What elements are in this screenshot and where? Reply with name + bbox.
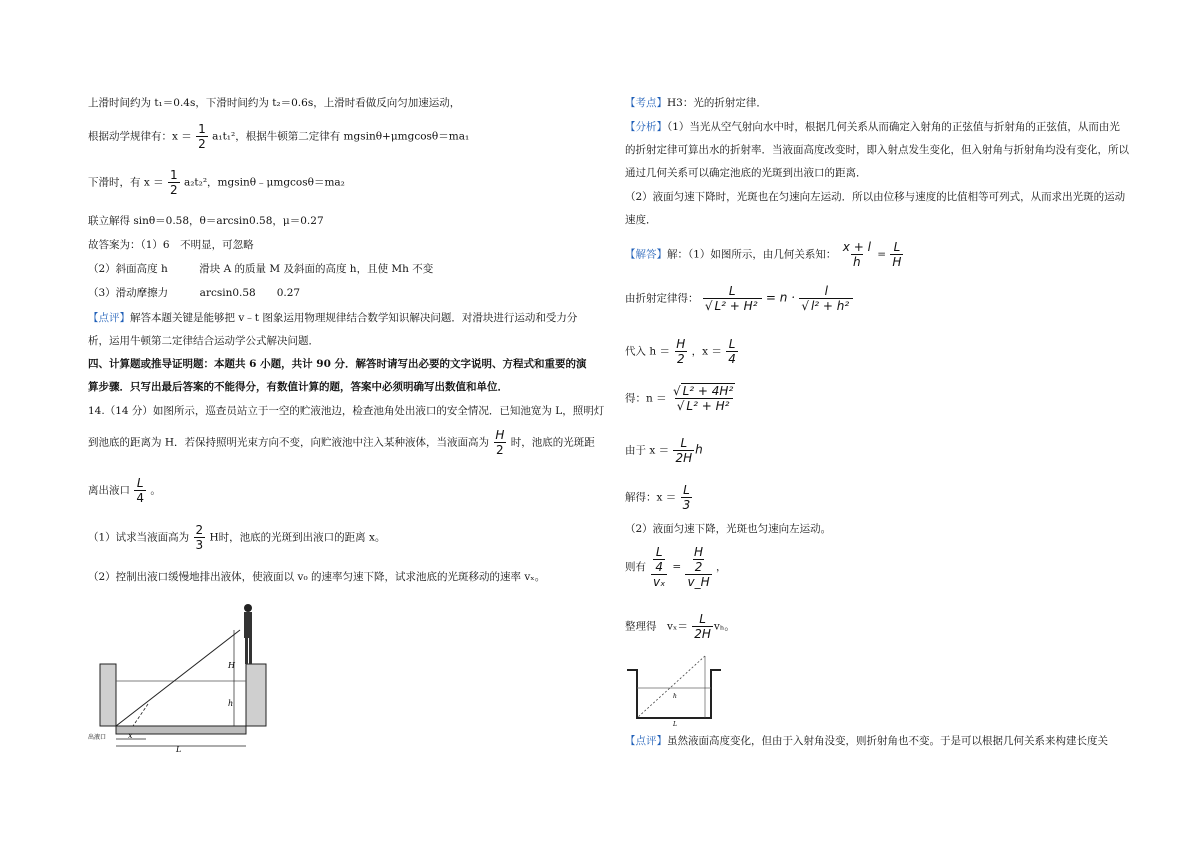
numerator: 1 — [169, 168, 178, 182]
denominator: √ L² + H² — [675, 398, 734, 413]
pool-floor — [116, 726, 246, 734]
text: 代入 h ＝ — [625, 345, 670, 358]
comment-text: 虽然液面高度变化，但由于入射角没变，则折射角也不变。于是可以根据几何关系来构建长度关 — [667, 735, 1108, 747]
denominator: 2 — [169, 183, 178, 197]
denominator: √ L² + H² — [703, 298, 762, 313]
comment-text: 解答本题关键是能够把 v﹣t 图象运用物理规律结合数学知识解决问题．对滑块进行运动和受力分析，运用牛顿第二定律结合运动学公式解决问题． — [88, 312, 578, 347]
fraction — [673, 436, 694, 465]
text: （1）试求当液面高为 — [88, 531, 190, 544]
fraction — [681, 483, 693, 512]
solution-line-4 — [625, 384, 738, 413]
text: vₕ。 — [713, 620, 735, 633]
inspector-body — [244, 612, 252, 638]
analysis-paragraph-2: （2）液面匀速下降时，光斑也在匀速向左运动．所以由位移与速度的比值相等可列式，从而求出光斑的运动速度． — [625, 191, 1126, 226]
label-outlet: 出液口 — [88, 734, 107, 741]
text: 整理得 vₓ＝ — [625, 620, 688, 633]
text: ， — [715, 561, 727, 573]
kaodian-tag: 【考点】 — [625, 97, 667, 109]
numerator: 1 — [198, 122, 206, 136]
denominator: 2 — [676, 352, 685, 366]
analysis-tag: 【分析】 — [625, 121, 667, 133]
numerator: H — [676, 337, 686, 351]
fraction — [674, 337, 687, 366]
analysis-text: （1）当光从空气射向水中时，根据几何关系从而确定入射角的正弦值与折射角的正弦值，从而由光的折射定律可算出水的折射率．当液面高度改变时，即入射点发生变化，但入射角与折射角均没有变化，所以通过几何关系可以确定池底的光斑到出液口的距离． — [625, 121, 1129, 179]
solution-line-2 — [625, 284, 854, 313]
numerator: L — [728, 337, 736, 351]
numerator: L — [893, 240, 901, 254]
numerator: L — [136, 476, 144, 490]
formula-line — [88, 122, 469, 151]
fraction — [703, 284, 762, 313]
solution-tag: 【解答】 — [625, 248, 667, 261]
denominator: 2 — [198, 137, 206, 151]
solution-line-6 — [625, 483, 693, 512]
denominator: 2 — [496, 443, 504, 457]
denominator: 2H — [675, 451, 693, 465]
denominator: 4 — [728, 352, 736, 366]
solution-line-7: （2）液面匀速下降，光斑也匀速向左运动。 — [625, 523, 832, 535]
denominator: 3 — [195, 538, 204, 552]
text-line: 上滑时间约为 t₁＝0.4s，下滑时间约为 t₂＝0.6s，上滑时看做反向匀加速运动， — [88, 97, 461, 109]
comment-line — [625, 734, 1108, 748]
fraction — [671, 384, 737, 413]
analysis-paragraph — [625, 116, 1130, 185]
text-line: 故答案为：（1）6 不明显，可忽略 — [88, 239, 254, 251]
formula-line — [88, 476, 161, 505]
label-h: h — [228, 699, 234, 708]
text: a₂t₂²，mgsinθ﹣μmgcosθ＝ma₂ — [183, 176, 345, 189]
equals: = — [672, 561, 682, 573]
text: 得：n ＝ — [625, 392, 667, 405]
pool-figure — [88, 596, 288, 756]
formula-line — [88, 428, 595, 457]
solution-line-5 — [625, 436, 703, 465]
denominator: H — [892, 255, 902, 269]
fraction — [692, 612, 713, 641]
label-x: x — [128, 731, 133, 740]
right-wall — [246, 664, 266, 726]
numerator: √ L² + 4H² — [672, 384, 734, 398]
numerator: L — [655, 545, 663, 559]
fraction — [841, 240, 873, 269]
label-L: L — [176, 745, 182, 754]
formula-line — [88, 168, 345, 197]
numerator: L — [680, 436, 688, 450]
numerator: x + l — [842, 240, 871, 254]
inspector-leg — [249, 638, 252, 664]
comment-tag: 【点评】 — [88, 312, 130, 324]
fraction — [890, 240, 903, 269]
comment-tag: 【点评】 — [625, 735, 667, 747]
inspector-head — [244, 604, 252, 612]
fraction — [134, 476, 146, 505]
denominator: vₓ — [652, 575, 666, 589]
solution-line-8 — [625, 545, 726, 589]
label-H: H — [228, 661, 235, 670]
radicand: L² + 4H² — [682, 384, 734, 398]
radicand: l² + h² — [810, 299, 850, 313]
kaodian-text: H3：光的折射定律． — [667, 97, 767, 109]
compound-fraction — [685, 545, 711, 589]
light-ray — [637, 656, 705, 718]
solution-line-1: 【解答】解：（1）如图所示，由几何关系知： $\frac{x + l}{h}$ = $\frac{L}{H}$ — [625, 240, 902, 269]
text: = n · — [765, 290, 795, 305]
text: 解得：x ＝ — [625, 491, 677, 504]
section-heading: 四、计算题或推导证明题：本题共 6 小题，共计 90 分．解答时请写出必要的文字说明、方程式和重要的演算步骤．只写出最后答案的不能得分，有数值计算的题，答案中必须明确写出数值和单位． — [88, 358, 587, 393]
fraction — [493, 428, 506, 457]
compound-fraction — [650, 545, 668, 589]
text: 。 — [150, 484, 161, 497]
fraction — [196, 122, 208, 151]
numerator: 2 — [195, 523, 204, 537]
solution-figure — [625, 652, 725, 728]
label-h: h — [673, 693, 677, 700]
kaodian-line — [625, 96, 767, 110]
text: 到池底的距离为 H．若保持照明光束方向不变，向贮液池中注入某种液体，当液面高为 — [88, 436, 489, 449]
inspector-leg — [245, 638, 248, 664]
text-line: （2）斜面高度 h 滑块 A 的质量 M 及斜面的高度 h，且使 Mh 不变 — [88, 263, 434, 275]
text-line: （3）滑动摩擦力 arcsin0.58 0.27 — [88, 287, 301, 299]
denominator: v_H — [687, 575, 710, 589]
question-14-line: 14.（14 分）如图所示，巡查员站立于一空的贮液池边，检查池角处出液口的安全情况．已知池宽为 L，照明灯 — [88, 405, 605, 417]
fraction — [168, 168, 180, 197]
fraction — [799, 284, 853, 313]
solution-line-9 — [625, 612, 735, 641]
numerator: H — [694, 545, 704, 559]
fraction — [194, 523, 206, 552]
subquestion-1 — [88, 523, 385, 552]
radicand: L² + H² — [686, 399, 730, 413]
numerator: L — [728, 284, 736, 298]
denominator: 4 — [136, 491, 144, 505]
text-line: 联立解得 sinθ＝0.58，θ＝arcsin0.58，μ＝0.27 — [88, 215, 324, 227]
comment-paragraph — [88, 307, 593, 353]
denominator: 2 — [694, 560, 703, 574]
numerator: L — [699, 612, 706, 626]
left-column — [88, 0, 608, 848]
text: 下滑时，有 x ＝ — [88, 176, 164, 189]
left-wall — [100, 664, 116, 726]
text: h — [695, 442, 703, 457]
label-L: L — [673, 721, 677, 728]
denominator: √ l² + h² — [799, 298, 853, 313]
light-ray — [116, 630, 240, 726]
denominator: h — [853, 255, 861, 269]
denominator: 2H — [694, 627, 711, 641]
denominator: 4 — [655, 560, 663, 574]
text: 离出液口 — [88, 484, 130, 497]
text: 由折射定律得： — [625, 292, 699, 305]
solution-line-3 — [625, 337, 739, 366]
radicand: L² + H² — [714, 299, 758, 313]
text: 根据动学规律有：x ＝ — [88, 130, 192, 143]
numerator: L — [683, 483, 690, 497]
numerator: l — [824, 284, 828, 298]
text: 时，池底的光斑距 — [510, 436, 595, 449]
text: ，x ＝ — [691, 345, 722, 358]
text: 解：（1）如图所示，由几何关系知： — [667, 248, 837, 261]
fraction — [726, 337, 738, 366]
text: a₁t₁²，根据牛顿第二定律有 mgsinθ+μmgcosθ＝ma₁ — [212, 130, 470, 143]
right-column — [625, 0, 1145, 848]
text: H时，池底的光斑到出液口的距离 x。 — [209, 531, 386, 544]
subquestion-2: （2）控制出液口缓慢地排出液体，使液面以 v₀ 的速率匀速下降，试求池底的光斑移动的速率 vₓ。 — [88, 571, 546, 583]
denominator: 3 — [682, 498, 691, 512]
text: 由于 x ＝ — [625, 444, 670, 457]
numerator: H — [495, 428, 505, 442]
text: 则有 — [625, 561, 646, 573]
